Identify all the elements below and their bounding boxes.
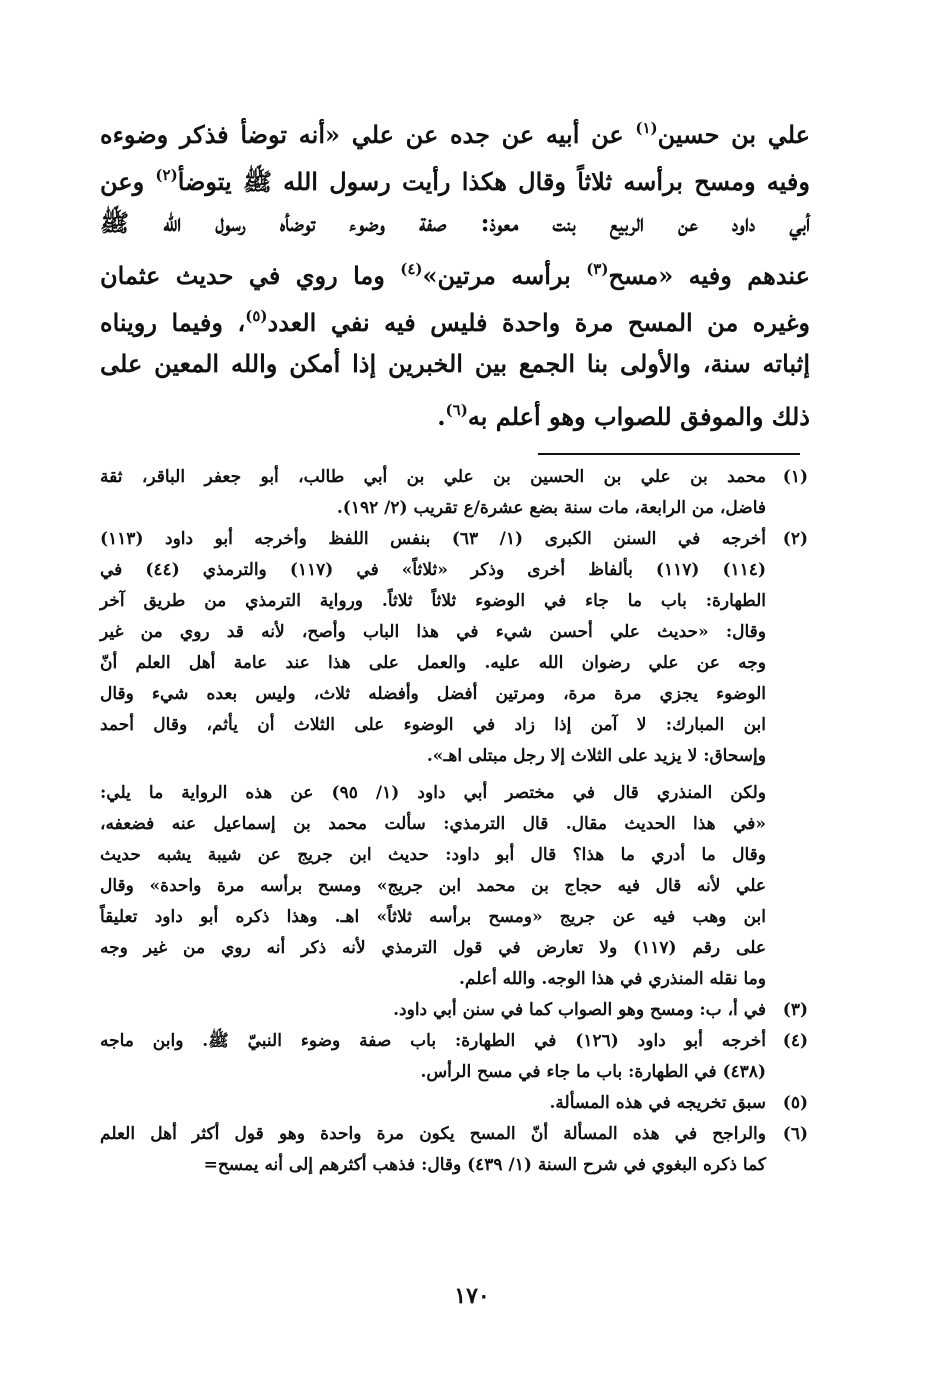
footnotes [100,462,810,1181]
footnote-2 [100,524,810,995]
footnote-5 [100,1088,810,1119]
footnote-line: علي لأنه قال فيه حجاج بن محمد ابن جريج» ومسح برأسه مرة واحدة» وقال [100,876,766,896]
footnote-ref[interactable]: (٢) [155,166,178,184]
footnote-line: وقال ما أدري ما هذا؟ قال أبو داود: حديث ابن جريج عن شيبة يشبه حديث [100,845,766,865]
footnote-line: الوضوء يجزي مرة مرة، ومرتين أفضل وأفضله ثلاث، وليس بعده شيء وقال [100,684,766,704]
footnote-number: (٤) [782,1031,808,1051]
footnote-line: «في هذا الحديث مقال. قال الترمذي: سألت محمد بن إسماعيل عنه فضعفه، [100,814,766,834]
body-line: ذلك والموفق للصواب وهو أعلم به$^{(٦)}$. [437,401,810,431]
footnote-ref[interactable]: (٣) [586,260,609,278]
body-line: علي بن حسين$^{(١)}$ عن أبيه عن جده عن علي «أنه توضأ فذكر وضوءه [100,119,810,149]
footnote-number: (١) [782,467,808,487]
main-text [100,105,810,434]
footnote-line: (٤٣٨) في الطهارة: باب ما جاء في مسح الرأس. [420,1062,766,1082]
body-line: وفيه ومسح برأسه ثلاثاً وقال هكذا رأيت رسول الله ﷺ يتوضأ$^{(٢)}$ وعن [100,166,810,196]
footnote-line: والراجح في هذه المسألة أنّ المسح يكون مرة واحدة وهو قول أكثر أهل العلم [100,1124,766,1144]
footnote-4 [100,1026,810,1088]
footnote-separator [538,453,800,455]
footnote-line: سبق تخريجه في هذه المسألة. [549,1093,766,1113]
footnote-line: كما ذكره البغوي في شرح السنة (١/ ٤٣٩) وقال: فذهب أكثرهم إلى أنه يمسح= [203,1155,766,1175]
footnote-line: في أ، ب: ومسح وهو الصواب كما في سنن أبي داود. [393,1000,766,1020]
body-line: أبي داود عن الربيع بنت معوذ: صفة وضوء توضأه رسول الله ﷺ [100,208,810,237]
footnote-ref[interactable]: (١) [635,119,658,137]
body-line: عندهم وفيه «مسح$^{(٣)}$ برأسه مرتين»$^{(٤)}$ وما روي في حديث عثمان [100,260,810,290]
footnote-line: (١١٤) (١١٧) بألفاظ أخرى وذكر «ثلاثاً» في (١١٧) والترمذي (٤٤) في [100,560,766,580]
footnote-line: ابن المبارك: لا آمن إذا زاد في الوضوء على الثلاث أن يأثم، وقال أحمد [100,715,766,735]
body-line: إثباته سنة، والأولى بنا الجمع بين الخبرين إذا أمكن والله المعين على [100,349,810,378]
footnote-1 [100,462,810,524]
footnote-ref[interactable]: (٦) [445,401,468,419]
footnote-number: (٣) [782,1000,808,1020]
footnote-line: الطهارة: باب ما جاء في الوضوء ثلاثاً ثلاثاً. ورواية الترمذي من طريق آخر [100,591,766,611]
footnote-number: (٢) [782,529,808,549]
footnote-line: وإسحاق: لا يزيد على الثلاث إلا رجل مبتلى اهـ». [426,746,766,766]
footnote-line: فاضل، من الرابعة، مات سنة بضع عشرة/ع تقريب (٢/ ١٩٢). [336,498,766,518]
footnote-line: وقال: «حديث علي أحسن شيء في هذا الباب وأصح، لأنه قد روي من غير [100,622,766,642]
footnote-line: ابن وهب فيه عن جريج «ومسح برأسه ثلاثاً» اهـ. وهذا ذكره أبو داود تعليقاً [100,907,766,927]
footnote-ref[interactable]: (٤) [400,260,423,278]
footnote-line: ولكن المنذري قال في مختصر أبي داود (١/ ٩٥) عن هذه الرواية ما يلي: [100,783,766,803]
footnote-line: وجه عن علي رضوان الله عليه. والعمل على هذا عند عامة أهل العلم أنّ [100,653,766,673]
footnote-3 [100,995,810,1026]
page-number: ١٧٠ [454,1283,490,1309]
footnote-line: أخرجه أبو داود (١٢٦) في الطهارة: باب صفة وضوء النبيّ ﷺ. وابن ماجه [100,1031,766,1051]
footnote-ref[interactable]: (٥) [245,307,268,325]
footnote-line: على رقم (١١٧) ولا تعارض في قول الترمذي لأنه ذكر أنه روي من غير وجه [100,938,766,958]
footnote-line: وما نقله المنذري في هذا الوجه. والله أعلم. [458,969,766,989]
body-line: وغيره من المسح مرة واحدة فليس فيه نفي العدد$^{(٥)}$، وفيما رويناه [100,307,810,337]
footnote-number: (٦) [782,1124,808,1144]
footnote-number: (٥) [782,1093,808,1113]
footnote-line: محمد بن علي بن الحسين بن علي بن أبي طالب، أبو جعفر الباقر، ثقة [100,467,766,487]
footnote-6 [100,1119,810,1181]
footnote-line: أخرجه في السنن الكبرى (١/ ٦٣) بنفس اللفظ وأخرجه أبو داود (١١٣) [100,529,766,549]
